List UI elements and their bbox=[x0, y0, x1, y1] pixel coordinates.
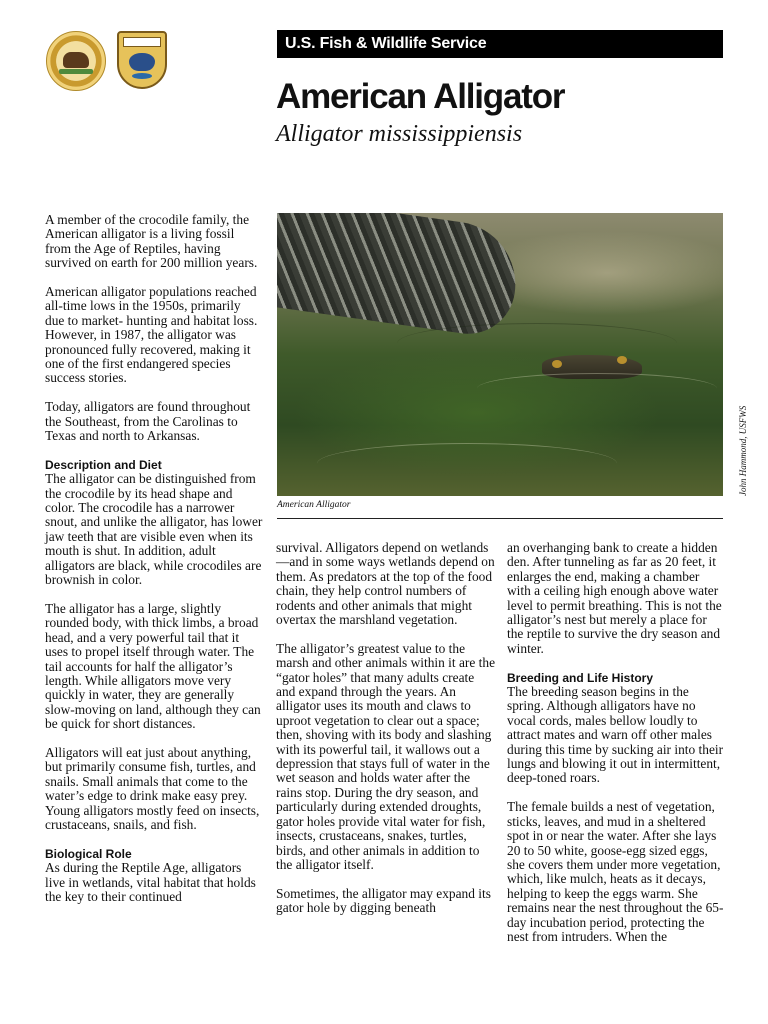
scientific-name: Alligator mississippiensis bbox=[276, 121, 523, 147]
alligator-eye bbox=[552, 360, 562, 368]
range-paragraph: Today, alligators are found throughout the Southeast, from the Carolinas to Texas and north to Arkansas. bbox=[45, 399, 251, 444]
water-ripple bbox=[317, 443, 617, 484]
biological-role-paragraph: As during the Reptile Age, alligators live in wetlands, vital habitat that holds the key to their continued bbox=[45, 860, 256, 904]
water-ripple bbox=[477, 373, 717, 404]
section-heading-description: Description and Diet bbox=[45, 457, 162, 472]
text-column-1 bbox=[45, 213, 263, 919]
den-paragraph: Sometimes, the alligator may expand its gator hole by digging beneath bbox=[276, 885, 491, 916]
section-heading-biological-role: Biological Role bbox=[45, 846, 132, 861]
body-paragraph: The alligator has a large, slightly rounded body, with thick limbs, a broad head, and a very powerful tail that it uses to propel itself through water. The tail accounts for half the alligator’s length. While alligators move very quickly in water, they are generally slow-moving on land, although they can be quick for short distances. bbox=[45, 600, 261, 732]
photo-caption: American Alligator bbox=[277, 500, 351, 510]
water-ripple bbox=[397, 323, 677, 364]
nest-paragraph: The female builds a nest of vegetation, sticks, leaves, and mud in a sheltered spot in or near the water. After she lays 20 to 50 white, goose-egg sized eggs, she covers them under more vegetation, which, like mulch, heats as it decays, helping to keep the eggs warm. She remains near the nest throughout the 65-day incubation period, protecting the nest from intruders. When the bbox=[507, 799, 724, 944]
text-column-3 bbox=[507, 541, 725, 959]
breeding-paragraph: The breeding season begins in the spring. Although alligators have no vocal cords, males bellow loudly to attract mates and warn off other males during this time by sucking air into their lungs and blowing it out in intermittent, deep-toned roars. bbox=[507, 684, 724, 786]
agency-banner: U.S. Fish & Wildlife Service bbox=[277, 30, 723, 58]
population-paragraph: American alligator populations reached all-time lows in the 1950s, primarily due to market- hunting and habitat loss. However, in 1987, the alligator was pronounced fully recovered, making it one of the first endangered species success stories. bbox=[45, 284, 258, 386]
doi-seal-icon bbox=[46, 31, 106, 91]
photo-credit: John Hammond, USFWS bbox=[738, 405, 748, 496]
section-heading-breeding: Breeding and Life History bbox=[507, 670, 654, 685]
bison-icon bbox=[63, 52, 89, 68]
divider bbox=[277, 518, 723, 519]
description-paragraph: The alligator can be distinguished from the crocodile by its head shape and color. The crocodile has a narrower snout, and unlike the alligator, has lower jaw teeth that are visible even when its mouth is shut. In addition, adult alligators are black, while crocodiles are brownish in color. bbox=[45, 471, 263, 588]
text-column-2 bbox=[276, 541, 496, 930]
bird-icon bbox=[129, 53, 155, 71]
survival-paragraph: survival. Alligators depend on wetlands—and in some ways wetlands depend on them. As predators at the top of the food chain, they help control numbers of rodents and other animals that might overtax the marshland vegetation. bbox=[276, 540, 495, 628]
gator-holes-paragraph: The alligator’s greatest value to the marsh and other animals within it are the “gator holes” that many adults create and expand through the years. An alligator uses its mouth and claws to uproot vegetation to clear out a space; then, shoving with its body and slashing with its powerful tail, it wallows out a depression that stays full of water in the wet season and holds water after the rains stop. During the dry season, and particularly during extended droughts, gator holes provide vital water for fish, insects, crustaceans, snakes, turtles, birds, and other animals in addition to the alligator itself. bbox=[276, 640, 496, 872]
fish-icon bbox=[132, 73, 152, 79]
page-title: American Alligator bbox=[276, 77, 565, 116]
seal-ground bbox=[59, 69, 93, 74]
diet-paragraph: Alligators will eat just about anything, but primarily consume fish, turtles, and snails. Small animals that come to the water’s edge to drink make easy prey. Young alligators mostly feed on insects, crustaceans, snails, and fish. bbox=[45, 744, 260, 832]
intro-paragraph: A member of the crocodile family, the American alligator is a living fossil from the Age of Reptiles, having survived on earth for 200 million years. bbox=[45, 212, 258, 271]
den-continued-paragraph: an overhanging bank to create a hidden den. After tunneling as far as 20 feet, it enlarges the end, making a chamber with a ceiling high enough above water level to permit breathing. This is not the alligator’s nest but merely a place for the reptile to survive the dry season and winter. bbox=[507, 540, 722, 656]
alligator-eye bbox=[617, 356, 627, 364]
alligator-photo bbox=[277, 213, 723, 496]
alligator-body-shape bbox=[277, 213, 523, 340]
fws-shield-icon bbox=[117, 31, 167, 89]
shield-band bbox=[123, 37, 161, 47]
